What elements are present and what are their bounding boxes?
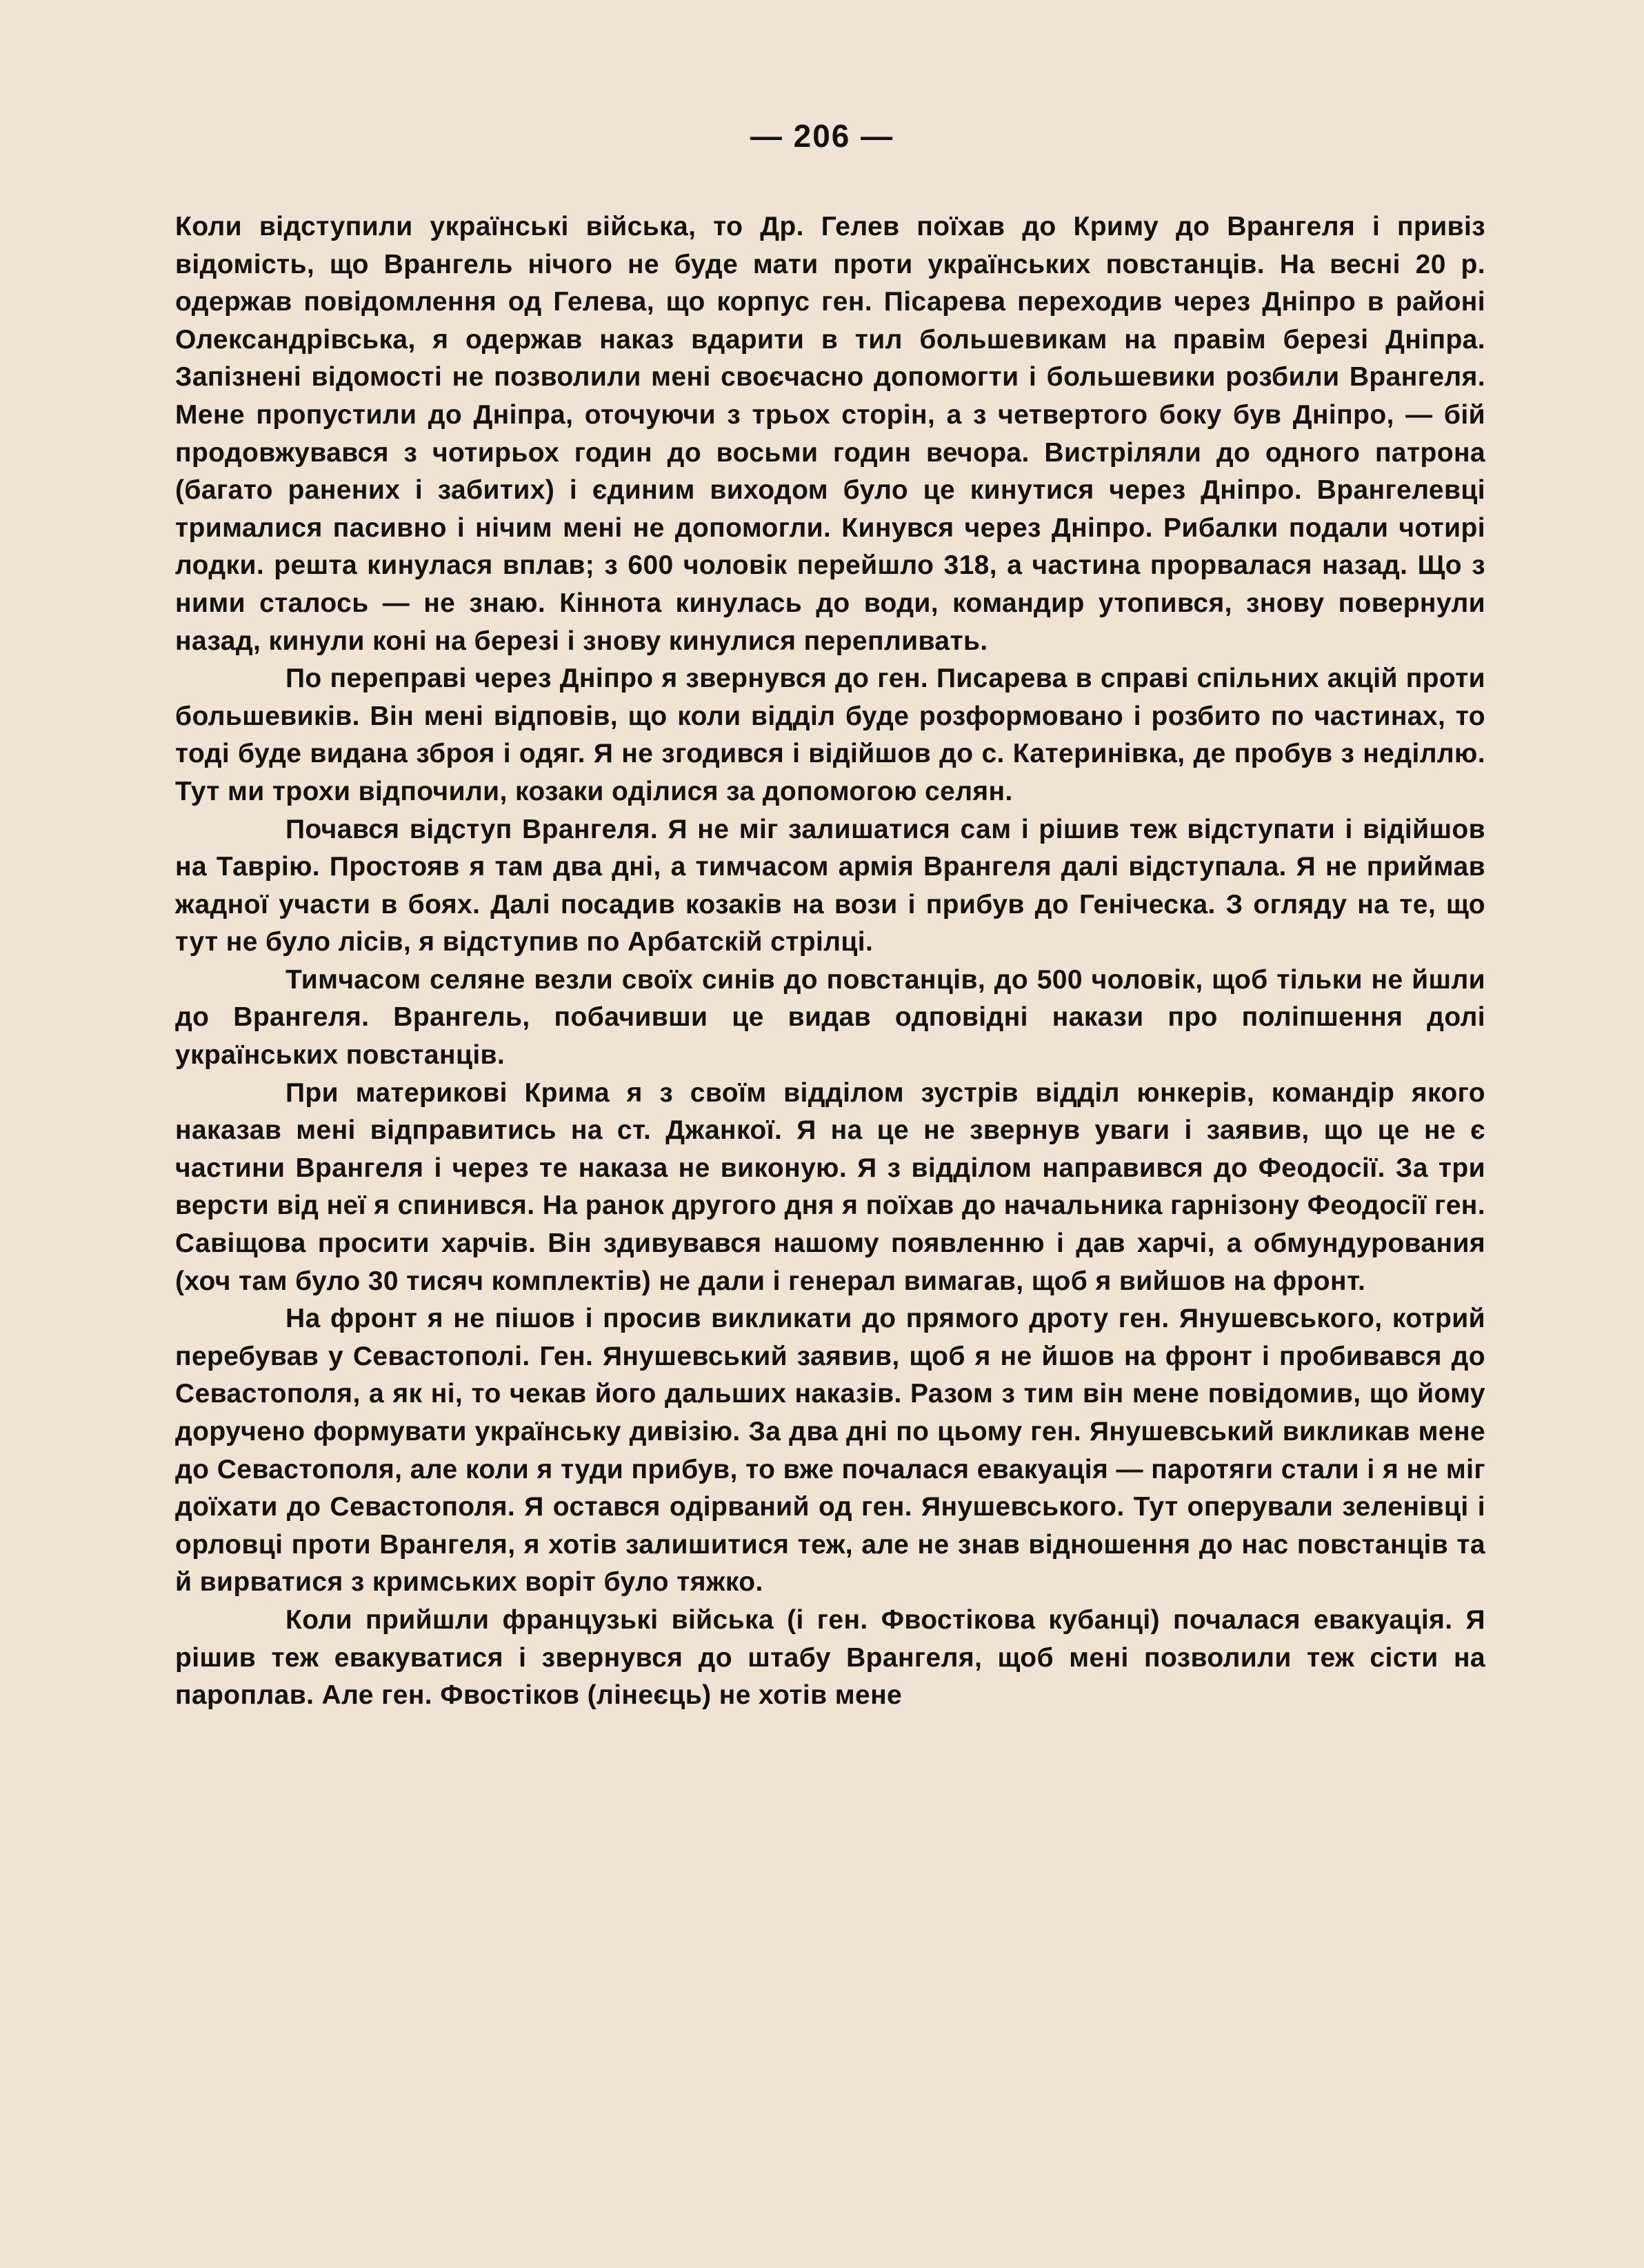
page-number: — 206 — [750,118,894,154]
paragraph-4: Тимчасом селяне везли своїх синів до повстанців, до 500 чоловік, щоб тільки не йшли до Врангеля. Врангель, побачивши це видав одповідні накази про поліпшення долі українських повстанців. [175,964,1485,1071]
paragraph-3: Почався відступ Врангеля. Я не міг залишатися сам і рішив теж відступати і відійшов на Таврію. Простояв я там два дні, а тимчасом армія Врангеля далі відступала. Я не приймав жадної участи в боях. Далі посадив козаків на вози і прибув до Геніческа. З огляду на те, що тут не було лісів, я відступив по Арбатскій стрілці. [175,814,1485,957]
body-text [175,208,1485,1715]
paragraph-2: По переправі через Дніпро я звернувся до ген. Писарева в справі спільних акцій проти большевиків. Він мені відповів, що коли відділ буде розформовано і розбито по частинах, то тоді буде видана зброя і одяг. Я не згодився і відійшов до с. Катеринівка, де пробув з неділлю. Тут ми трохи відпочили, козаки оділися за допомогою селян. [175,664,1485,806]
paragraph-7: Коли прийшли французькі війська (і ген. Фвостікова кубанці) почалася евакуація. Я рішив теж евакуватися і звернувся до штабу Врангеля, щоб мені позволили теж сісти на пароплав. Але ген. Фвостіков (лінеєць) не хотів мене [175,1604,1485,1711]
paragraph-6: На фронт я не пішов і просив викликати до прямого дроту ген. Янушевського, котрий перебував у Севастополі. Ген. Янушевський заявив, щоб я не йшов на фронт і пробивався до Севастополя, а як ні, то чекав його дальших наказів. Разом з тим він мене повідомив, що йому доручено формувати українську дивізію. За два дні по цьому ген. Янушевський викликав мене до Севастополя, але коли я туди прибув, то вже почалася евакуація — паротяги стали і я не міг доїхати до Севастополя. Я остався одірваний од ген. Янушевського. Тут оперували зеленівці і орловці проти Врангеля, я хотів залишитися теж, але не знав відношення до нас повстанців та й вирватися з кримських воріт було тяжко. [175,1304,1485,1598]
paragraph-1: Коли відступили українські війська, то Др. Гелев поїхав до Криму до Врангеля і привіз відомість, що Врангель нічого не буде мати проти українських повстанців. На весні 20 р. одержав повідомлення од Гелева, що корпус ген. Пісарева переходив через Дніпро в районі Олександрівська, я одержав наказ вдарити в тил большевикам на правім березі Дніпра. Запізнені відомості не позволили мені своєчасно допомогти і большевики розбили Врангеля. Мене пропустили до Дніпра, оточуючи з трьох сторін, а з четвертого боку був Дніпро, — бій продовжувався з чотирьох годин до восьми годин вечора. Вистріляли до одного патрона (багато ранених і забитих) і єдиним виходом було це кинутися через Дніпро. Врангелевці трималися пасивно і нічим мені не допомогли. Кинувся через Дніпро. Рибалки подали чотирі лодки. решта кинулася вплав; з 600 чоловік перейшло 318, а частина прорвалася назад. Що з ними сталось — не знаю. Кіннота кинулась до води, командир утопився, знову повернули назад, кинули коні на березі і знову кинулися перепливать. [175,212,1485,656]
paragraph-5: При материкові Крима я з своїм відділом зустрів відділ юнкерів, командір якого наказав мені відправитись на ст. Джанкої. Я на це не звернув уваги і заявив, що це не є частини Врангеля і через те наказа не виконую. Я з відділом направився до Феодосії. За три версти від неї я спинився. На ранок другого дня я поїхав до начальника гарнізону Феодосії ген. Савіщова просити харчів. Він здивувався нашому появленню і дав харчі, а обмундурования (хоч там було 30 тисяч комплектів) не дали і генерал вимагав, щоб я вийшов на фронт. [175,1077,1485,1296]
